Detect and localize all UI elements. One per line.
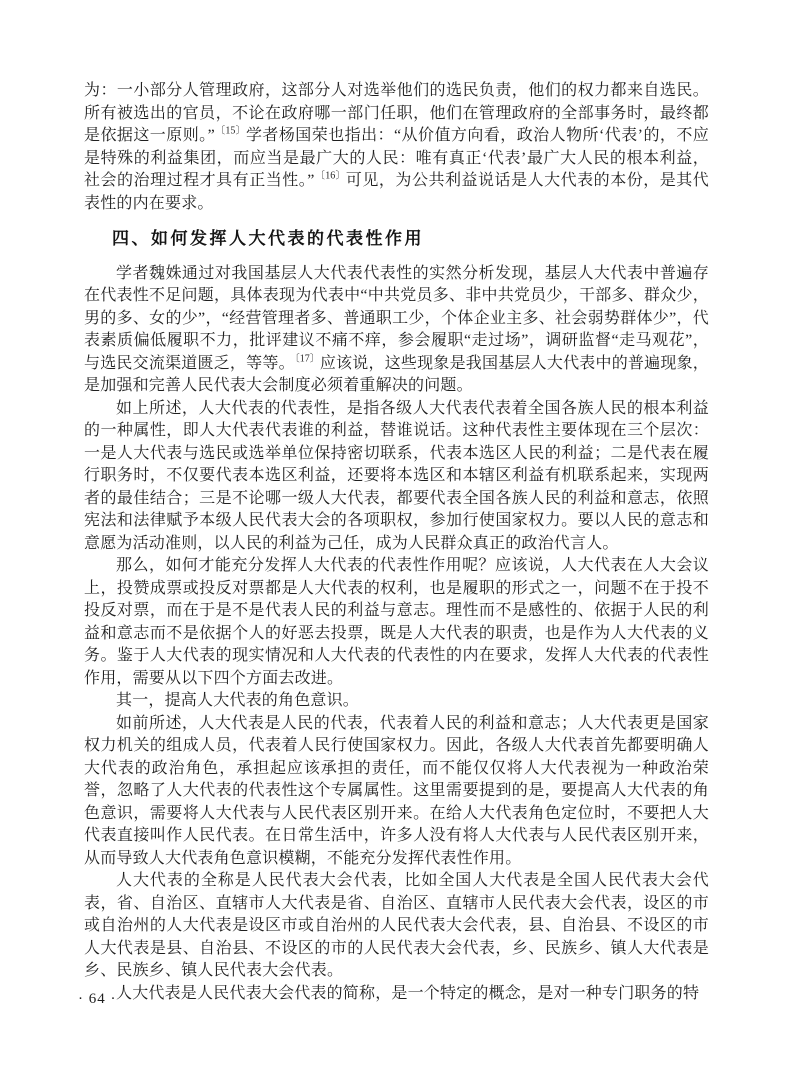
paragraph: 那么，如何才能充分发挥人大代表的代表性作用呢？应该说，人大代表在人大会议上，投赞成票或投反对票都是人大代表的权利，也是履职的形式之一，问题不在于投不投反对票，而在于是不是代表人民的利益与意志。理性而不是感性的、依据于人民的利益和意志而不是依据个人的好恶去投票，既是人大代表的职责，也是作为人大代表的义务。鉴于人大代表的现实情况和人大代表的代表性的内在要求，发挥人大代表的代表性作用，需要从以下四个方面去改进。 (84, 557, 709, 687)
paragraph: 学者魏姝通过对我国基层人大代表代表性的实然分析发现，基层人大代表中普遍存在代表性不足问题，具体表现为代表中“中共党员多、非中共党员少，干部多、群众少，男的多、女的少”，“经营管理者多、普通职工少，个体企业主多、社会弱势群体少”，代表素质偏低履职不力，批评建议不痛不痒，参会履职“走过场”，调研监督“走马观花”，与选民交流渠道匮乏，等等。$^{〔17〕}$应该说，这些现象是我国基层人大代表中的普遍现象，是加强和完善人民代表大会制度必须着重解决的问题。 (84, 264, 709, 394)
paragraph: 如上所述，人大代表的代表性，是指各级人大代表代表着全国各族人民的根本利益的一种属性，即人大代表代表谁的利益，替谁说话。这种代表性主要体现在三个层次：一是人大代表与选民或选举单位保持密切联系，代表本选区人民的利益；二是代表在履行职务时，不仅要代表本选区利益，还要将本选区和本辖区利益有机联系起来，实现两者的最佳结合；三是不论哪一级人大代表，都要代表全国各族人民的利益和意志，依照宪法和法律赋予本级人民代表大会的各项职权，参加行使国家权力。要以人民的意志和意愿为活动准则，以人民的利益为己任，成为人民群众真正的政治代言人。 (84, 399, 709, 552)
paragraph: 为：一小部分人管理政府，这部分人对选举他们的选民负责，他们的权力都来自选民。所有被选出的官员，不论在政府哪一部门任职，他们在管理政府的全部事务时，最终都是依据这一原则。”$^{〔15〕}$学者杨国荣也指出：“从价值方向看，政治人物所‘代表’的，不应是特殊的利益集团，而应当是最广大的人民：唯有真正‘代表’最广大人民的根本利益，社会的治理过程才具有正当性。”$^{〔16〕}$可见，为公共利益说话是人大代表的本份，是其代表性的内在要求。 (84, 82, 710, 212)
page-number: · 64 · (78, 991, 117, 1007)
footnote-reference: 〔16〕 (314, 170, 346, 182)
footnote-reference: 〔15〕 (214, 125, 246, 137)
section-heading: 四、如何发挥人大代表的代表性作用 (112, 229, 424, 248)
paragraph: 人大代表的全称是人民代表大会代表，比如全国人大代表是全国人民代表大会代表，省、自治区、直辖市人大代表是省、自治区、直辖市人民代表大会代表，设区的市或自治州的人大代表是设区市或自治州的人民代表大会代表，县、自治县、不设区的市人大代表是县、自治县、不设区的市的人民代表大会代表，乡、民族乡、镇人大代表是乡、民族乡、镇人民代表大会代表。 (84, 872, 709, 979)
document-body (84, 80, 709, 1005)
paragraph: 人大代表是人民代表大会代表的简称，是一个特定的概念，是对一种专门职务的特 (116, 984, 700, 1002)
footnote-reference: 〔17〕 (294, 353, 320, 365)
paragraph: 其一，提高人大代表的角色意识。 (116, 692, 360, 709)
paragraph: 如前所述，人大代表是人民的代表，代表着人民的利益和意志；人大代表更是国家权力机关的组成人员，代表着人民行使国家权力。因此，各级人大代表首先都要明确人大代表的政治角色，承担起应该承担的责任，而不能仅仅将人大代表视为一种政治荣誉，忽略了人大代表的代表性这个专属属性。这里需要提到的是，要提高人大代表的角色意识，需要将人大代表与人民代表区别开来。在给人大代表角色定位时，不要把人大代表直接叫作人民代表。在日常生活中，许多人没有将人大代表与人民代表区别开来，从而导致人大代表角色意识模糊，不能充分发挥代表性作用。 (84, 714, 709, 867)
